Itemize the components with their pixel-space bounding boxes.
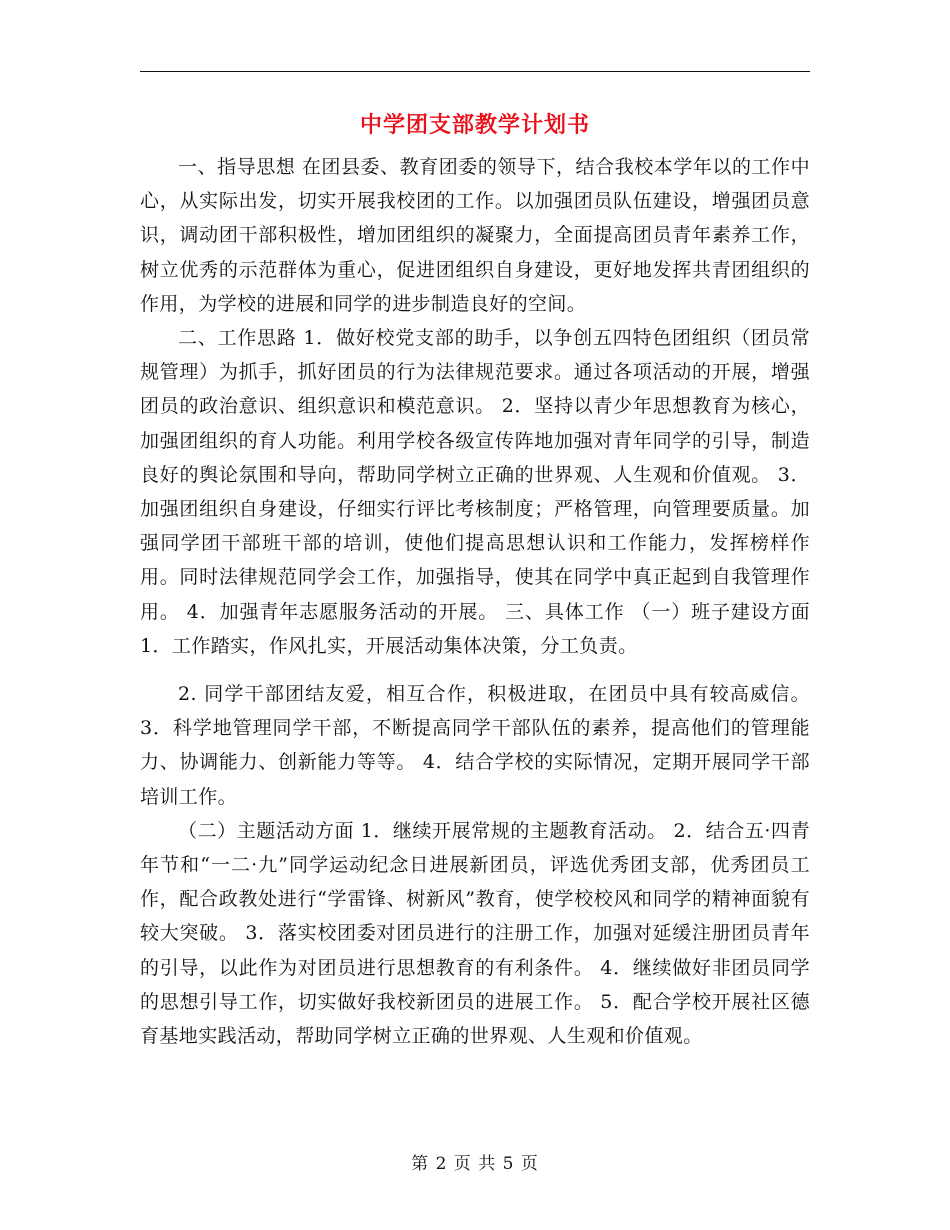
- document-title: 中学团支部教学计划书: [359, 112, 590, 138]
- paragraph-theme-activities: （二）主题活动方面 1．继续开展常规的主题教育活动。 2．结合五·四青年节和“一二·九”同学运动纪念日进展新团员，评选优秀团支部，优秀团员工作，配合政教处进行“学雷锋、树新风”教育，使学校校风和同学的精神面貌有较大突破。 3．落实校团委对团员进行的注册工作，加强对延缓注册团员青年的引导，以此作为对团员进行思想教育的有利条件。 4．继续做好非团员同学的思想引导工作，切实做好我校新团员的进展工作。 5．配合学校开展社区德育基地实践活动，帮助同学树立正确的世界观、人生观和价值观。: [140, 819, 810, 1048]
- paragraph-guiding-ideology: 一、指导思想 在团县委、教育团委的领导下，结合我校本学年以的工作中心，从实际出发，切实开展我校团的工作。以加强团员队伍建设，增强团员意识，调动团干部积极性，增加团组织的凝聚力，全面提高团员青年素养工作，树立优秀的示范群体为重心，促进团组织自身建设，更好地发挥共青团组织的作用，为学校的进展和同学的进步制造良好的空间。: [140, 156, 810, 315]
- document-body: [140, 150, 810, 1053]
- header-rule: [140, 71, 810, 72]
- page-number: 第 2 页 共 5 页: [411, 1154, 539, 1174]
- paragraph-student-cadres: 2. 同学干部团结友爱，相互合作，积极进取，在团员中具有较高威信。 3．科学地管理同学干部，不断提高同学干部队伍的素养，提高他们的管理能力、协调能力、创新能力等等。 4．结合学校的实际情况，定期开展同学干部培训工作。: [140, 683, 810, 808]
- paragraph-work-approach: 二、工作思路 1．做好校党支部的助手，以争创五四特色团组织（团员常规管理）为抓手，抓好团员的行为法律规范要求。通过各项活动的开展，增强团员的政治意识、组织意识和模范意识。 2．坚持以青少年思想教育为核心，加强团组织的育人功能。利用学校各级宣传阵地加强对青年同学的引导，制造良好的舆论氛围和导向，帮助同学树立正确的世界观、人生观和价值观。 3．加强团组织自身建设，仔细实行评比考核制度；严格管理，向管理要质量。加强同学团干部班干部的培训，使他们提高思想认识和工作能力，发挥榜样作用。同时法律规范同学会工作，加强指导，使其在同学中真正起到自我管理作用。 4．加强青年志愿服务活动的开展。 三、具体工作 （一）班子建设方面 1．工作踏实，作风扎实，开展活动集体决策，分工负责。: [140, 327, 810, 657]
